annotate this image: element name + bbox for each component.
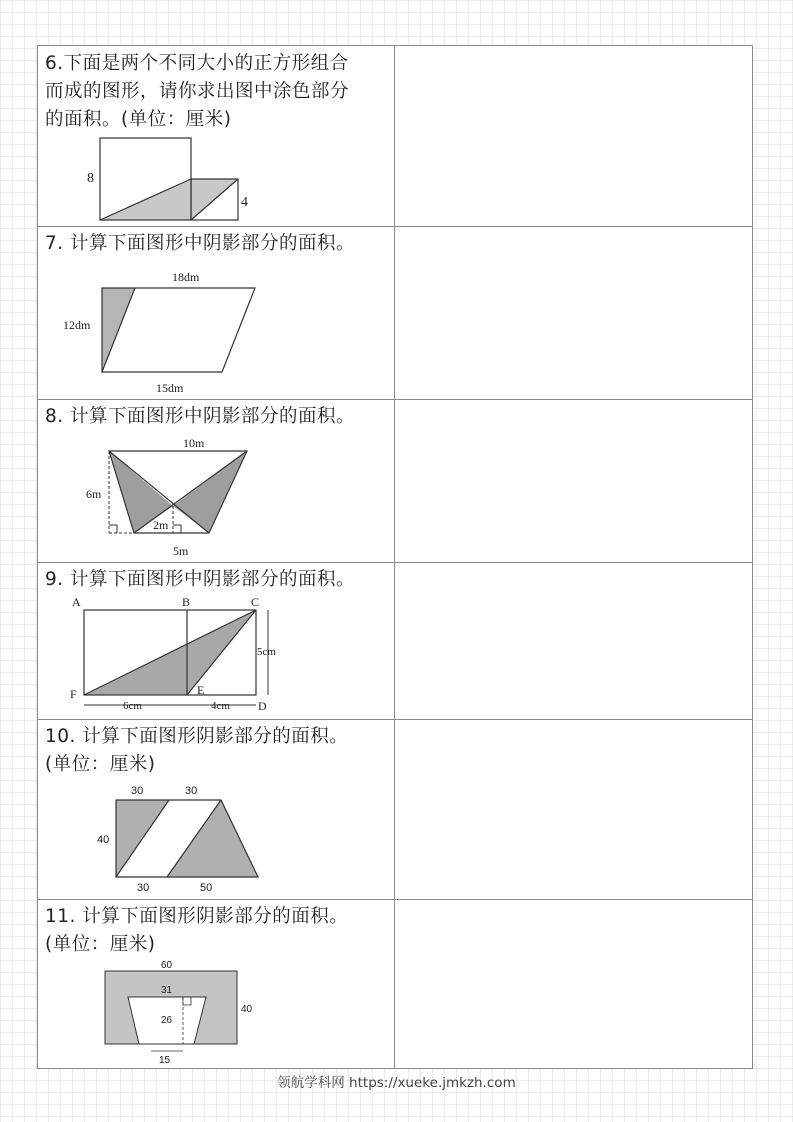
problem-11-text — [45, 903, 390, 959]
label-trapezoid-top: 31 — [161, 985, 173, 996]
problem-6-text — [45, 50, 390, 134]
label-bottom: 5m — [173, 544, 189, 558]
problem-text-line: 8. 计算下面图形中阴影部分的面积。 — [45, 406, 356, 427]
worksheet-table — [37, 45, 753, 1069]
problem-7-text — [45, 230, 390, 258]
row-divider — [38, 719, 752, 720]
label-height: 12dm — [63, 318, 91, 332]
problem-10-text — [45, 723, 390, 779]
right-angle-mark — [173, 525, 181, 533]
problem-text-line: 而成的图形，请你求出图中涂色部分 — [45, 81, 350, 102]
label-big-side: 8 — [87, 171, 94, 186]
label-top-right: 30 — [185, 785, 198, 797]
problem-8-figure — [83, 435, 303, 561]
point-label-B: B — [182, 595, 191, 609]
point-label-A: A — [72, 595, 81, 609]
problem-11-figure — [93, 956, 273, 1068]
shaded-triangle-right — [173, 451, 247, 533]
problem-9-text — [45, 566, 390, 594]
point-label-D: D — [258, 699, 267, 713]
label-offset: 15 — [159, 1055, 171, 1066]
row-divider — [38, 226, 752, 227]
problem-text-line: 的面积。(单位：厘米) — [45, 109, 232, 130]
label-bottom-right: 50 — [200, 882, 213, 894]
label-height: 40 — [97, 834, 110, 846]
problem-7-figure — [60, 268, 290, 398]
footer-source: 领航学科网 https://xueke.jmkzh.com — [277, 1075, 516, 1091]
label-top: 10m — [183, 436, 205, 450]
problem-text-line: (单位：厘米) — [45, 754, 156, 775]
problem-text-line: 10. 计算下面图形阴影部分的面积。 — [45, 726, 349, 747]
point-label-C: C — [251, 595, 260, 609]
label-top: 18dm — [172, 270, 200, 284]
label-width: 60 — [161, 960, 173, 971]
label-bottom: 15dm — [156, 381, 184, 395]
label-ed: 4cm — [211, 700, 230, 712]
problem-text-line: 6.下面是两个不同大小的正方形组合 — [45, 53, 349, 74]
problem-10-figure — [93, 781, 273, 896]
row-divider — [38, 899, 752, 900]
column-divider — [394, 46, 395, 1068]
problem-9-figure — [63, 594, 313, 718]
problem-text-line: 11. 计算下面图形阴影部分的面积。 — [45, 906, 349, 927]
label-middle: 2m — [153, 518, 169, 532]
row-divider — [38, 399, 752, 400]
label-fe: 6cm — [123, 700, 142, 712]
point-label-F: F — [70, 687, 77, 701]
label-trapezoid-height: 26 — [161, 1015, 173, 1026]
problem-text-line: 7. 计算下面图形中阴影部分的面积。 — [45, 233, 356, 254]
label-top-left: 30 — [131, 785, 144, 797]
problem-text-line: 9. 计算下面图形中阴影部分的面积。 — [45, 569, 356, 590]
label-height: 40 — [241, 1004, 253, 1015]
shaded-region — [100, 179, 238, 220]
point-label-E: E — [197, 683, 205, 697]
label-cd: 5cm — [257, 646, 276, 658]
problem-6-figure — [78, 134, 248, 226]
label-bottom-left: 30 — [137, 882, 150, 894]
right-angle-mark — [109, 525, 117, 533]
problem-8-text — [45, 403, 390, 431]
problem-text-line: (单位：厘米) — [45, 934, 156, 955]
label-height: 6m — [86, 487, 102, 501]
label-small-side: 4 — [241, 195, 248, 210]
row-divider — [38, 562, 752, 563]
